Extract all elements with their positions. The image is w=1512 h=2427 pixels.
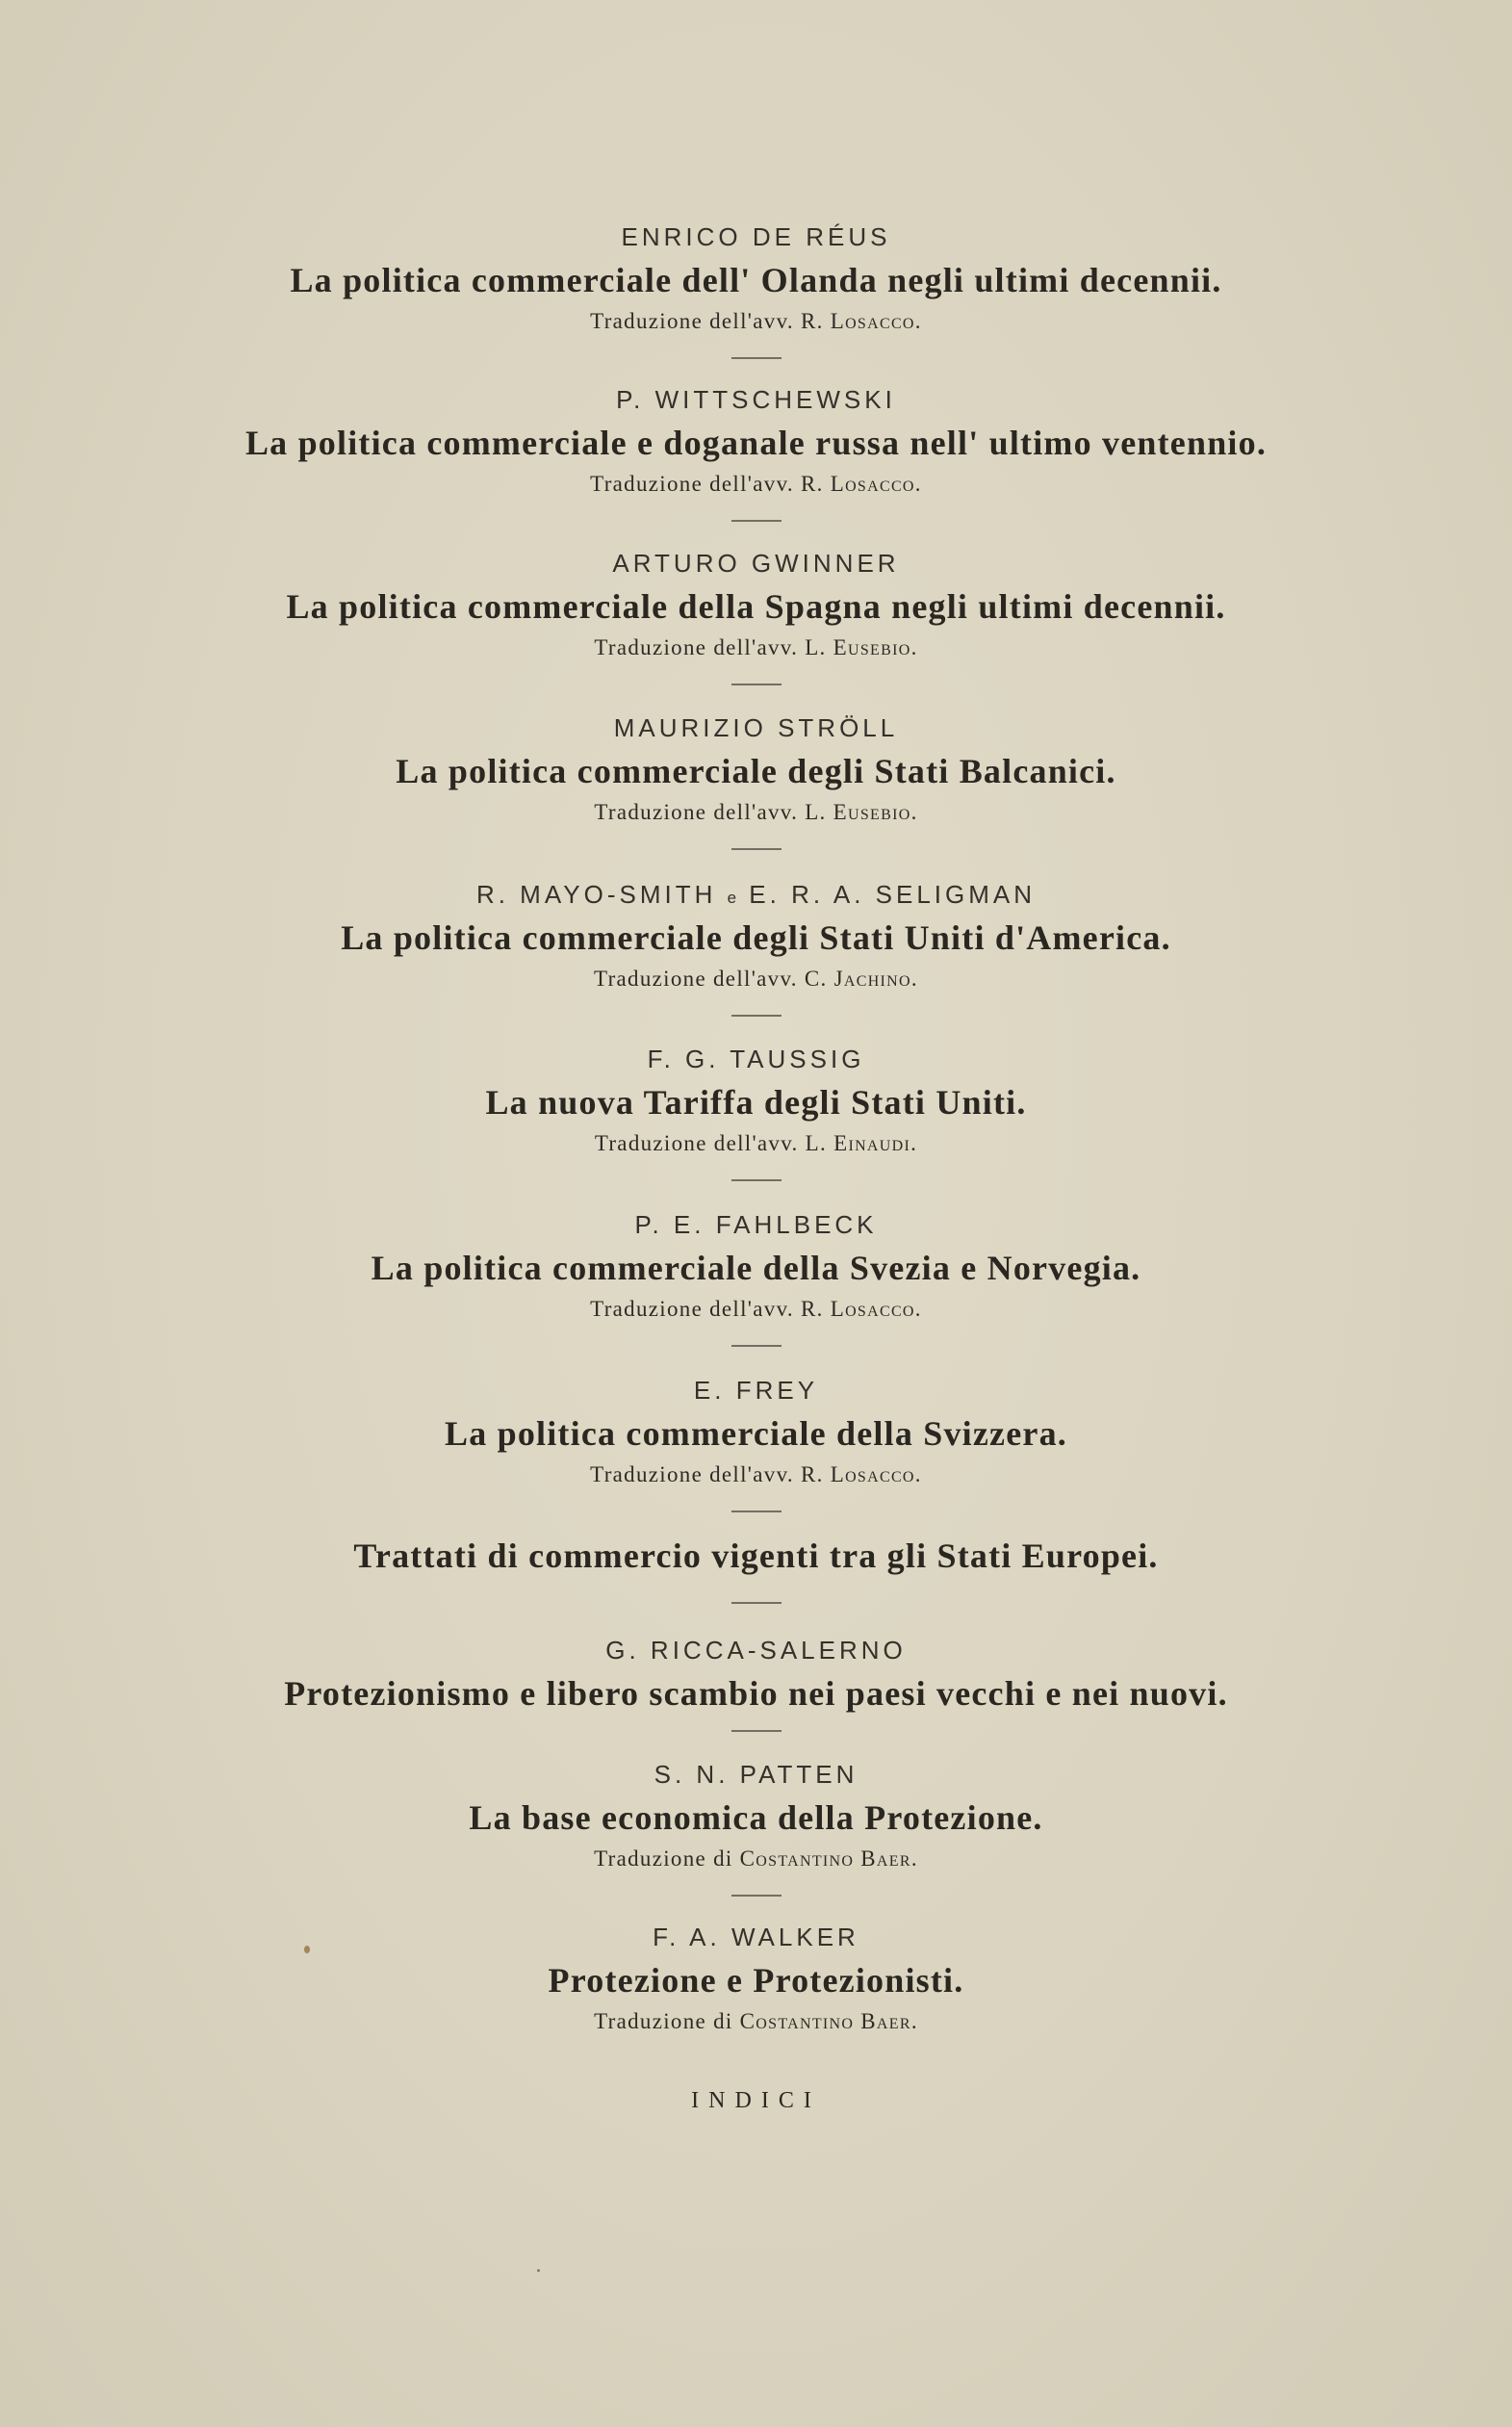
translator	[0, 464, 1512, 504]
book-title: La nuova Tariffa degli Stati Uniti.	[485, 1083, 1027, 1122]
book-title: La politica commerciale della Spagna negli ultimi decennii.	[286, 587, 1226, 626]
translator-prefix: Traduzione dell'avv.	[590, 472, 801, 496]
author-b: E. R. A. SELIGMAN	[749, 880, 1037, 909]
translator-prefix: Traduzione di	[594, 2009, 740, 2033]
translator-prefix: Traduzione dell'avv.	[594, 967, 805, 991]
book-entry	[0, 1753, 1512, 1897]
divider	[731, 1015, 782, 1017]
translator	[0, 792, 1512, 833]
book-entry	[0, 1629, 1512, 1732]
translator	[0, 1455, 1512, 1495]
translator-prefix: Traduzione dell'avv.	[594, 800, 806, 824]
translator	[0, 1839, 1512, 1879]
author	[0, 873, 1512, 917]
book-title: Protezionismo e libero scambio nei paesi vecchi e nei nuovi.	[284, 1674, 1228, 1713]
author-a: R. MAYO-SMITH	[475, 880, 717, 909]
book-entry	[0, 1535, 1512, 1604]
divider	[731, 848, 782, 850]
divider	[731, 1602, 782, 1604]
divider	[731, 520, 782, 522]
paper-spot	[537, 2269, 540, 2272]
book-entry	[0, 378, 1512, 522]
divider	[731, 1510, 782, 1512]
author: ARTURO GWINNER	[612, 549, 900, 578]
translator	[0, 628, 1512, 668]
book-title: La politica commerciale degli Stati Uniti d'America.	[341, 918, 1171, 957]
translator-name: R. Losacco.	[800, 309, 922, 333]
translator-prefix: Traduzione di	[594, 1846, 740, 1871]
author: G. RICCA-SALERNO	[605, 1636, 907, 1665]
author: S. N. PATTEN	[653, 1760, 859, 1789]
divider	[731, 1895, 782, 1897]
divider	[731, 1345, 782, 1347]
translator-prefix: Traduzione dell'avv.	[590, 1297, 801, 1321]
translator	[0, 1289, 1512, 1330]
book-title: La politica commerciale e doganale russa nell' ultimo ventennio.	[244, 424, 1268, 462]
translator-name: L. Einaudi.	[805, 1131, 918, 1155]
translator-name: Costantino Baer.	[739, 1846, 918, 1871]
translator-prefix: Traduzione dell'avv.	[590, 309, 801, 333]
book-entry	[0, 873, 1512, 1017]
book-title: Protezione e Protezionisti.	[548, 1961, 964, 2000]
book-title: La politica commerciale della Svezia e Norvegia.	[371, 1249, 1141, 1287]
book-entry	[0, 1369, 1512, 1512]
translator-prefix: Traduzione dell'avv.	[594, 1131, 806, 1155]
indici-heading: INDICI	[691, 2088, 821, 2113]
translator	[0, 2001, 1512, 2042]
book-entry	[0, 1038, 1512, 1181]
translator	[0, 959, 1512, 999]
author: F. A. WALKER	[653, 1923, 859, 1951]
translator-prefix: Traduzione dell'avv.	[594, 635, 806, 659]
divider	[731, 1730, 782, 1732]
translator-name: R. Losacco.	[800, 1297, 922, 1321]
author: P. E. FAHLBECK	[634, 1210, 878, 1239]
author: MAURIZIO STRÖLL	[613, 713, 899, 742]
divider	[731, 357, 782, 359]
book-entry	[0, 216, 1512, 359]
author: P. WITTSCHEWSKI	[616, 385, 896, 414]
book-title: Trattati di commercio vigenti tra gli Stati Europei.	[353, 1536, 1159, 1575]
book-entry	[0, 707, 1512, 850]
author: ENRICO DE RÉUS	[621, 222, 891, 251]
translator	[0, 301, 1512, 342]
book-entry	[0, 542, 1512, 685]
paper-spot	[304, 1946, 310, 1953]
translator-name: R. Losacco.	[800, 1462, 922, 1486]
translator-name: Costantino Baer.	[739, 2009, 918, 2033]
author: E. FREY	[693, 1376, 819, 1405]
translator-name: L. Eusebio.	[805, 635, 918, 659]
book-title: La politica commerciale degli Stati Balcanici.	[396, 752, 1116, 790]
book-entry	[0, 1916, 1512, 2042]
divider	[731, 684, 782, 685]
book-title: La base economica della Protezione.	[469, 1798, 1043, 1837]
translator-name: C. Jachino.	[804, 967, 918, 991]
author: F. G. TAUSSIG	[647, 1045, 865, 1073]
author-conjunction: e	[727, 889, 739, 907]
translator	[0, 1123, 1512, 1164]
translator-name: R. Losacco.	[800, 472, 922, 496]
translator-prefix: Traduzione dell'avv.	[590, 1462, 801, 1486]
translator-name: L. Eusebio.	[805, 800, 918, 824]
divider	[731, 1179, 782, 1181]
book-title: La politica commerciale dell' Olanda negli ultimi decennii.	[290, 261, 1222, 299]
book-title: La politica commerciale della Svizzera.	[445, 1414, 1067, 1453]
book-entry	[0, 1203, 1512, 1347]
